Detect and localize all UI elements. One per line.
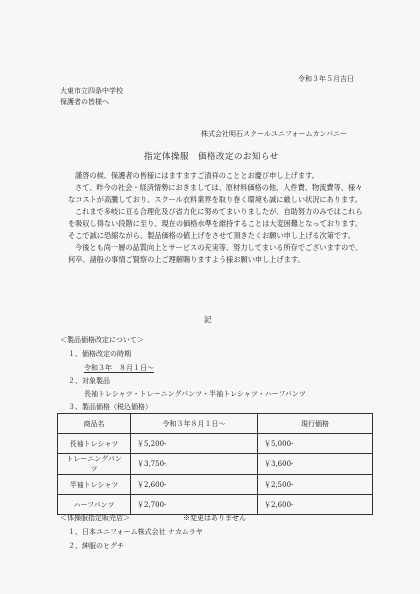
product-name: 半袖トレシャツ xyxy=(58,475,131,495)
body-paragraph: 謹啓の候、保護者の皆様にはますますご清祥のこととお慶び申し上げます。 xyxy=(75,171,319,180)
body-paragraph: これまで多岐に亘る合理化及び省力化に努めてまいりましたが、自助努力のみではこれらを吸収し得ない段階に至り、現在の価格水準を維持することは大変困難となっております。そこで誠に恐縮ながら、製品価格の値上げをさせて頂きたくお願い申し上げる次第です。 xyxy=(68,207,363,240)
new-price: ￥3,750- xyxy=(131,454,258,475)
sender-company: 株式会社明石スクールユニフォームカンパニー xyxy=(201,130,348,138)
target-products-list: 長袖トレシャツ・トレーニングパンツ・半袖トレシャツ・ハーフパンツ xyxy=(84,390,306,398)
body-paragraph: 今後とも尚一層の品質向上とサービスの充実等、努力してまいる所存でございますので、何卒、諸般の事情ご賢察の上ご理解賜りますよう様お願い申し上げます。 xyxy=(68,243,363,264)
current-price: ￥2,600- xyxy=(258,495,373,515)
new-price: ￥2,600- xyxy=(131,475,258,495)
shop-unchanged-note: ※変更はありません xyxy=(183,514,246,522)
product-name: 長袖トレシャツ xyxy=(58,434,131,454)
price-table xyxy=(57,413,373,515)
notice-title: 指定体操服 価格改定のお知らせ xyxy=(144,152,279,162)
header-current-price: 現行価格 xyxy=(258,414,373,434)
current-price: ￥5,000- xyxy=(258,434,373,454)
table-header-row xyxy=(58,414,373,434)
table-row xyxy=(58,434,373,454)
new-price: ￥2,700- xyxy=(131,495,258,515)
header-new-price: 令和３年８月１日～ xyxy=(131,414,258,434)
recipient-guardians: 保護者の皆様へ xyxy=(60,98,109,106)
shop-item-1: １、日本ユニフォーム株式会社 ナカムラヤ xyxy=(68,528,203,536)
notice-body xyxy=(68,170,368,266)
table-row xyxy=(58,495,373,515)
price-section-heading: ＜製品価格改定について＞ xyxy=(60,336,144,344)
revision-date xyxy=(84,364,154,373)
product-name: ハーフパンツ xyxy=(58,495,131,515)
shop-section-heading: ＜体操服指定販売店＞ xyxy=(60,514,130,522)
header-product-name: 商品名 xyxy=(58,414,131,434)
ki-marker: 記 xyxy=(204,315,212,324)
current-price: ￥2,500- xyxy=(258,475,373,495)
shop-item-2: ２、紳服のヒグチ xyxy=(68,542,124,550)
document-date: 令和３年５月吉日 xyxy=(298,75,354,83)
revision-date-text: 令和３年 ８月１日～ xyxy=(84,364,154,372)
table-row xyxy=(58,454,373,475)
item-product-prices: ３、製品価格（税込価格） xyxy=(68,403,152,411)
product-name: トレーニングパンツ xyxy=(58,454,131,475)
current-price: ￥3,600- xyxy=(258,454,373,475)
body-paragraph: さて、昨今の社会・経済情勢におきましては、原材料価格の他、人件費、物流費等、様々なコストが高騰しており、スクール衣料業界を取り巻く環境も誠に厳しい状況にあります。 xyxy=(68,183,363,204)
new-price: ￥5,200- xyxy=(131,434,258,454)
item-target-products: ２、対象製品 xyxy=(68,377,110,385)
item-revision-timing: １、価格改定の時期 xyxy=(68,350,131,358)
recipient-school: 大東市立四条中学校 xyxy=(60,87,123,95)
table-row xyxy=(58,475,373,495)
